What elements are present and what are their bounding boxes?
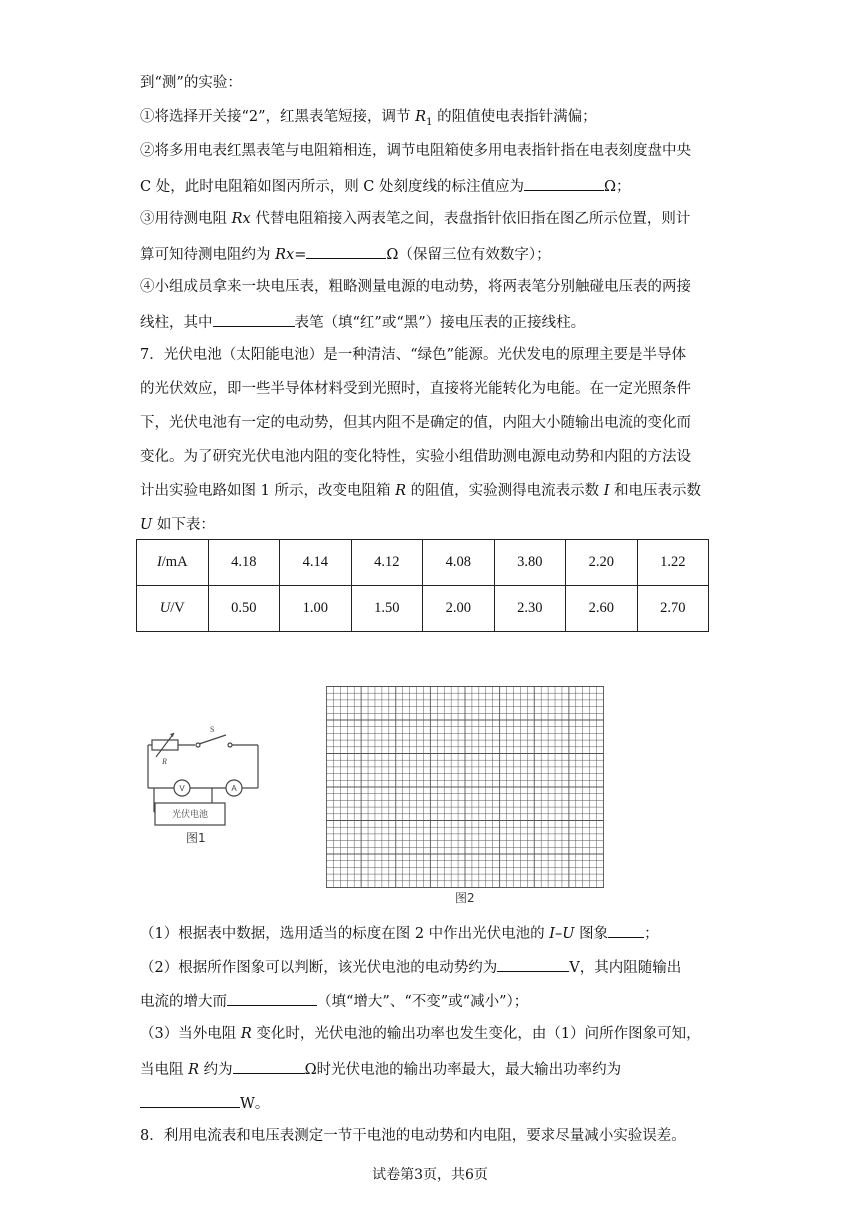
table-row-header: I/mA	[137, 540, 209, 586]
text-line: ②将多用电表红黑表笔与电阻箱相连，调节电阻箱使多用电表指针指在电表刻度盘中央	[140, 143, 691, 159]
answer-blank[interactable]	[524, 175, 604, 191]
table-cell: 2.60	[566, 586, 638, 632]
question-8: 8．利用电流表和电压表测定一节干电池的电动势和内电阻，要求尽量减小实验误差。	[140, 1128, 686, 1144]
table-cell: 0.50	[208, 586, 280, 632]
answer-blank[interactable]	[233, 1058, 305, 1074]
circuit-diagram	[140, 700, 270, 850]
voltmeter-label: V	[179, 784, 185, 793]
text-line: 当电阻 R 约为 Ω时光伏电池的输出功率最大，最大输出功率约为	[140, 1058, 621, 1080]
text-line: ①将选择开关接“2”，红黑表笔短接，调节 $R_1$ 的阻值使电表指针满偏；	[140, 109, 597, 128]
text-line: 电流的增大而 （填“增大”、“不变”或“减小”）；	[140, 990, 528, 1012]
table-cell: 4.12	[351, 540, 423, 586]
text-line: 计出实验电路如图 1 所示，改变电阻箱 R 的阻值，实验测得电流表示数 I 和电压表示数	[140, 483, 702, 499]
table-cell: 1.22	[637, 540, 709, 586]
text-line: 下，光伏电池有一定的电动势，但其内阻不是确定的值，内阻大小随输出电流的变化而	[140, 415, 691, 431]
table-row-header: U/V	[137, 586, 209, 632]
text-line: ③用待测电阻 Rx 代替电阻箱接入两表笔之间，表盘指针依旧指在图乙所示位置，则计	[140, 211, 691, 227]
answer-blank[interactable]	[213, 311, 295, 327]
table-cell: 4.08	[423, 540, 495, 586]
figure-1-caption: 图1	[186, 831, 206, 845]
text-line: U 如下表：	[140, 517, 215, 533]
table-cell: 4.18	[208, 540, 280, 586]
ammeter-label: A	[231, 784, 237, 793]
text-line: 变化。为了研究光伏电池内阻的变化特性，实验小组借助测电源电动势和内阻的方法设	[140, 449, 691, 465]
text-line: ④小组成员拿来一块电压表，粗略测量电源的电动势，将两表笔分别触碰电压表的两接	[140, 279, 691, 295]
answer-blank[interactable]	[140, 1092, 240, 1108]
battery-label: 光伏电池	[171, 810, 209, 820]
text-line: 算可知待测电阻约为 Rx= Ω（保留三位有效数字）；	[140, 243, 551, 265]
table-cell: 1.00	[280, 586, 352, 632]
sub-question-1: （1）根据表中数据，选用适当的标度在图 2 中作出光伏电池的 I–U 图象 ；	[140, 922, 659, 944]
resistor-label: R	[162, 757, 167, 766]
answer-blank[interactable]	[227, 990, 317, 1006]
sub-question-3: （3）当外电阻 R 变化时，光伏电池的输出功率也发生变化，由（1）问所作图象可知，	[140, 1026, 701, 1042]
answer-blank[interactable]	[608, 922, 644, 938]
table-cell: 1.50	[351, 586, 423, 632]
table-cell: 2.00	[423, 586, 495, 632]
table-row	[137, 540, 709, 586]
answer-blank[interactable]	[497, 956, 569, 972]
page-footer: 试卷第3页，共6页	[372, 1167, 488, 1183]
table-row	[137, 586, 709, 632]
grid-paper	[326, 686, 604, 888]
table-cell: 3.80	[494, 540, 566, 586]
question-7: 7．光伏电池（太阳能电池）是一种清洁、“绿色”能源。光伏发电的原理主要是半导体	[140, 347, 687, 363]
sub-question-2: （2）根据所作图象可以判断，该光伏电池的电动势约为 V，其内阻随输出	[140, 956, 681, 978]
text-line: 的光伏效应，即一些半导体材料受到光照时，直接将光能转化为电能。在一定光照条件	[140, 381, 691, 397]
table-cell: 2.20	[566, 540, 638, 586]
data-table	[136, 539, 709, 632]
figure-2-caption: 图2	[455, 891, 475, 905]
text-line: C 处，此时电阻箱如图丙所示，则 C 处刻度线的标注值应为 Ω；	[140, 175, 631, 197]
switch-label: S	[210, 725, 215, 734]
table-cell: 2.70	[637, 586, 709, 632]
table-cell: 4.14	[280, 540, 352, 586]
text-line: 到“测”的实验：	[140, 75, 242, 91]
text-line: 线柱，其中 表笔（填“红”或“黑”）接电压表的正接线柱。	[140, 311, 585, 333]
text-line: W。	[140, 1092, 269, 1114]
table-cell: 2.30	[494, 586, 566, 632]
answer-blank[interactable]	[306, 243, 386, 259]
